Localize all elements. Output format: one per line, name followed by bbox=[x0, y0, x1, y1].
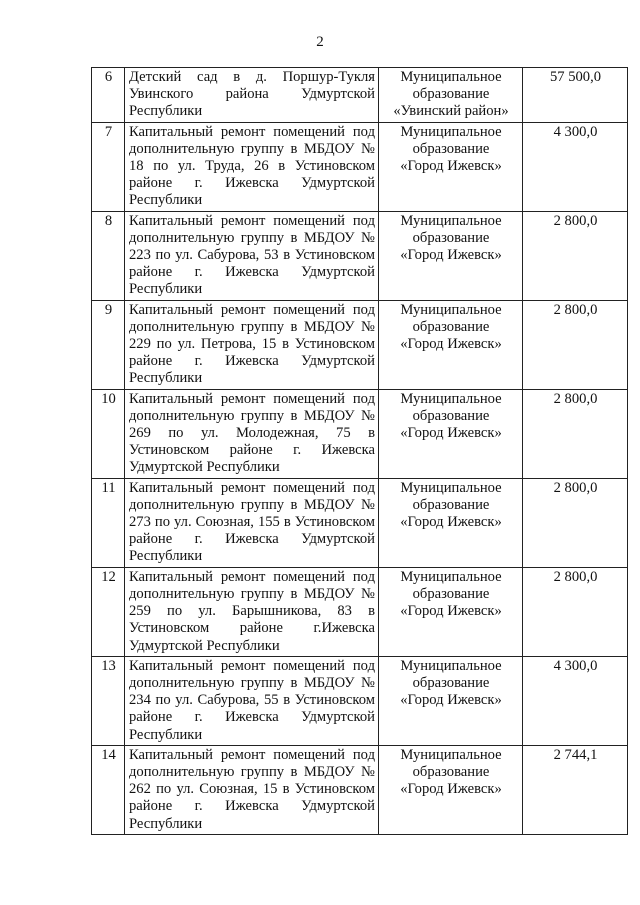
row-number: 14 bbox=[92, 745, 125, 834]
owner-cell bbox=[379, 68, 523, 123]
amount: 57 500,0 bbox=[523, 68, 628, 123]
owner-line: «Город Ижевск» bbox=[400, 425, 502, 442]
amount: 2 800,0 bbox=[523, 567, 628, 656]
row-number: 9 bbox=[92, 300, 125, 389]
owner-line: образование bbox=[412, 585, 490, 602]
amount: 4 300,0 bbox=[523, 122, 628, 211]
owner-line: Муниципальное bbox=[400, 123, 502, 140]
owner-line: «Увинский район» bbox=[393, 103, 509, 120]
owner-line: «Город Ижевск» bbox=[400, 781, 502, 798]
object-name: Капитальный ремонт помещений под дополнительную группу в МБДОУ № 229 по ул. Петрова, 15 в Устиновском районе г. Ижевска Удмуртской Республики bbox=[125, 300, 379, 389]
objects-table bbox=[91, 67, 628, 835]
row-number: 6 bbox=[92, 68, 125, 123]
amount: 4 300,0 bbox=[523, 656, 628, 745]
objects-table-body bbox=[92, 68, 628, 835]
amount: 2 800,0 bbox=[523, 389, 628, 478]
owner-line: «Город Ижевск» bbox=[400, 336, 502, 353]
table-row bbox=[92, 745, 628, 834]
owner-line: образование bbox=[412, 86, 490, 103]
page-number: 2 bbox=[316, 34, 324, 50]
owner-cell bbox=[379, 745, 523, 834]
owner-cell bbox=[379, 300, 523, 389]
owner-line: образование bbox=[412, 229, 490, 246]
table-row bbox=[92, 211, 628, 300]
table-row bbox=[92, 656, 628, 745]
owner-cell bbox=[379, 389, 523, 478]
owner-line: «Город Ижевск» bbox=[400, 158, 502, 175]
owner-line: Муниципальное bbox=[400, 657, 502, 674]
row-number: 13 bbox=[92, 656, 125, 745]
amount: 2 800,0 bbox=[523, 300, 628, 389]
table-row bbox=[92, 389, 628, 478]
object-name: Капитальный ремонт помещений под дополнительную группу в МБДОУ № 18 по ул. Труда, 26 в Устиновском районе г. Ижевска Удмуртской Республики bbox=[125, 122, 379, 211]
owner-line: Муниципальное bbox=[400, 301, 502, 318]
owner-line: Муниципальное bbox=[400, 69, 502, 85]
owner-line: образование bbox=[412, 407, 490, 424]
owner-line: «Город Ижевск» bbox=[400, 692, 502, 709]
owner-cell bbox=[379, 211, 523, 300]
object-name: Капитальный ремонт помещений под дополнительную группу в МБДОУ № 259 по ул. Барышникова, 83 в Устиновском районе г.Ижевска Удмуртской Республики bbox=[125, 567, 379, 656]
table-row bbox=[92, 300, 628, 389]
table-row bbox=[92, 68, 628, 123]
amount: 2 800,0 bbox=[523, 211, 628, 300]
owner-line: Муниципальное bbox=[400, 390, 502, 407]
owner-line: образование bbox=[412, 496, 490, 513]
owner-cell bbox=[379, 478, 523, 567]
owner-line: образование bbox=[412, 140, 490, 157]
owner-line: «Город Ижевск» bbox=[400, 603, 502, 620]
owner-line: Муниципальное bbox=[400, 568, 502, 585]
owner-line: «Город Ижевск» bbox=[400, 247, 502, 264]
object-name: Капитальный ремонт помещений под дополнительную группу в МБДОУ № 273 по ул. Союзная, 155 в Устиновском районе г. Ижевска Удмуртской Республики bbox=[125, 478, 379, 567]
owner-line: Муниципальное bbox=[400, 746, 502, 763]
row-number: 8 bbox=[92, 211, 125, 300]
owner-cell bbox=[379, 656, 523, 745]
owner-line: образование bbox=[412, 318, 490, 335]
owner-cell bbox=[379, 122, 523, 211]
object-name: Капитальный ремонт помещений под дополнительную группу в МБДОУ № 223 по ул. Сабурова, 53 в Устиновском районе г. Ижевска Удмуртской Республики bbox=[125, 211, 379, 300]
owner-line: «Город Ижевск» bbox=[400, 514, 502, 531]
object-name: Капитальный ремонт помещений под дополнительную группу в МБДОУ № 269 по ул. Молодежная, 75 в Устиновском районе г. Ижевска Удмуртской Республики bbox=[125, 389, 379, 478]
object-name: Капитальный ремонт помещений под дополнительную группу в МБДОУ № 234 по ул. Сабурова, 55 в Устиновском районе г. Ижевска Удмуртской Республики bbox=[125, 656, 379, 745]
object-name: Детский сад в д. Поршур-Тукля Увинского района Удмуртской Республики bbox=[125, 68, 379, 123]
row-number: 7 bbox=[92, 122, 125, 211]
amount: 2 800,0 bbox=[523, 478, 628, 567]
owner-line: Муниципальное bbox=[400, 212, 502, 229]
row-number: 12 bbox=[92, 567, 125, 656]
owner-line: образование bbox=[412, 674, 490, 691]
row-number: 11 bbox=[92, 478, 125, 567]
table-row bbox=[92, 478, 628, 567]
table-row bbox=[92, 122, 628, 211]
object-name: Капитальный ремонт помещений под дополнительную группу в МБДОУ № 262 по ул. Союзная, 15 в Устиновском районе г. Ижевска Удмуртской Республики bbox=[125, 745, 379, 834]
owner-line: Муниципальное bbox=[400, 479, 502, 496]
owner-line: образование bbox=[412, 763, 490, 780]
owner-cell bbox=[379, 567, 523, 656]
amount: 2 744,1 bbox=[523, 745, 628, 834]
table-row bbox=[92, 567, 628, 656]
row-number: 10 bbox=[92, 389, 125, 478]
